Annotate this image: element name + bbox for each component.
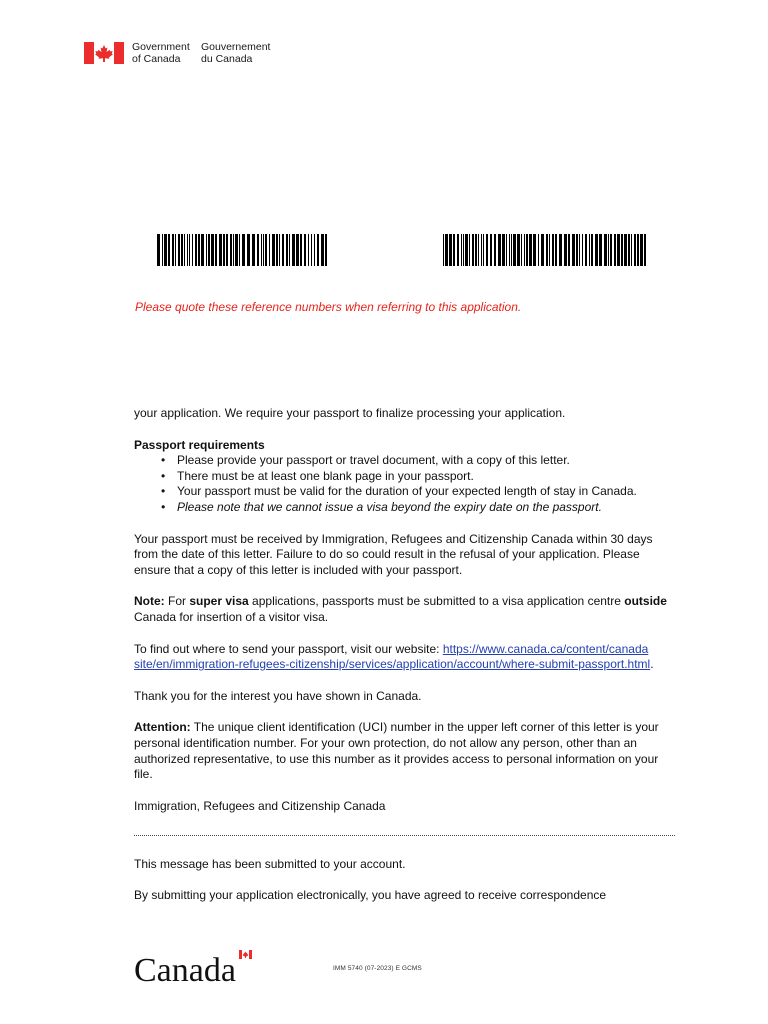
barcode-bar: [189, 234, 190, 266]
barcode-bar: [469, 234, 470, 266]
barcode-bar: [317, 234, 319, 266]
letter-body: [134, 406, 679, 814]
barcode-bar: [276, 234, 278, 266]
barcode-bar: [498, 234, 501, 266]
barcode-bar: [591, 234, 593, 266]
barcode-bar: [524, 234, 525, 266]
barcode-bar: [314, 234, 315, 266]
barcode-bar: [445, 234, 448, 266]
barcode-bar: [175, 234, 176, 266]
barcode-bar: [279, 234, 280, 266]
barcode-bar: [513, 234, 516, 266]
barcode-bar: [198, 234, 200, 266]
passport-requirements-heading: Passport requirements: [134, 437, 265, 452]
barcode-bar: [321, 234, 324, 266]
barcode-bar: [286, 234, 288, 266]
barcode-bar: [449, 234, 452, 266]
list-item: • Your passport must be valid for the duration of your expected length of stay in Canada.: [134, 484, 679, 500]
thanks-paragraph: Thank you for the interest you have shown in Canada.: [134, 688, 422, 703]
barcode-bar: [457, 234, 459, 266]
barcode-bar: [631, 234, 632, 266]
barcode-bar: [465, 234, 468, 266]
barcode-bar: [486, 234, 488, 266]
barcode-bar: [576, 234, 578, 266]
barcode-bar: [192, 234, 193, 266]
barcode-bar: [640, 234, 643, 266]
form-identifier: IMM 5740 (07-2023) E GCMS: [333, 965, 422, 972]
barcode-bar: [521, 234, 522, 266]
barcode-bar: [552, 234, 554, 266]
barcode-bar: [215, 234, 217, 266]
barcode-bar: [252, 234, 255, 266]
barcode-bar: [559, 234, 562, 266]
barcode-bar: [579, 234, 580, 266]
barcode-bar: [235, 234, 238, 266]
barcode-bar: [533, 234, 536, 266]
barcode-bar: [509, 234, 510, 266]
barcode-bar: [506, 234, 507, 266]
barcode-bar: [269, 234, 270, 266]
barcode-bar: [211, 234, 214, 266]
barcode-bar: [475, 234, 477, 266]
barcode-bar: [443, 234, 444, 266]
barcode-bar: [325, 234, 327, 266]
attention-paragraph: Attention: The unique client identification (UCI) number in the upper left corner of this letter is your personal identification number. For your own protection, do not allow any person, other than an authorized representative, to use this number as it provides access to personal information on your file.: [134, 720, 659, 782]
barcode-bar: [481, 234, 482, 266]
reference-note: Please quote these reference numbers when referring to this application.: [135, 300, 522, 314]
barcode-bar: [226, 234, 228, 266]
barcode-bar: [529, 234, 532, 266]
canada-flag-icon: [84, 42, 124, 64]
barcode-bar: [634, 234, 636, 266]
note-label: Note:: [134, 594, 165, 609]
barcode-bar: [568, 234, 570, 266]
barcode-bar: [610, 234, 612, 266]
barcode-bar: [555, 234, 557, 266]
barcode-bar: [289, 234, 290, 266]
wordmark-text: Canada: [134, 952, 236, 984]
barcode-bar: [463, 234, 464, 266]
barcode-bar: [304, 234, 306, 266]
electronic-correspondence-message: By submitting your application electronically, you have agreed to receive correspondence: [134, 888, 607, 902]
barcode-bar: [617, 234, 620, 266]
barcode-bar: [608, 234, 609, 266]
barcode-bar: [595, 234, 598, 266]
barcode-bar: [292, 234, 295, 266]
barcode-bar: [201, 234, 204, 266]
barcode-bar: [490, 234, 492, 266]
passport-requirements-list: [134, 453, 679, 515]
barcode-bar: [599, 234, 602, 266]
barcode-bar: [502, 234, 505, 266]
barcode-bar: [208, 234, 210, 266]
barcode-bar: [517, 234, 520, 266]
barcode-bar: [206, 234, 207, 266]
barcode-bar: [478, 234, 479, 266]
barcode-bar: [511, 234, 512, 266]
barcode-bar: [195, 234, 197, 266]
website-paragraph: To find out where to send your passport, visit our website: https://www.canada.ca/content/canada site/en/immigration-refugees-citizenship/services/application/account/where-submit-passport.html.: [134, 641, 654, 672]
barcode-bar: [461, 234, 462, 266]
barcode-bar: [181, 234, 183, 266]
government-of-canada-text: Government of Canada: [132, 41, 190, 65]
barcode-bar: [233, 234, 234, 266]
barcode-bar: [162, 234, 163, 266]
barcode-bar: [265, 234, 267, 266]
wordmark-flag-icon: [239, 950, 252, 959]
outside-text: outside: [624, 594, 667, 609]
barcode-bar: [247, 234, 250, 266]
gouvernement-du-canada-text: Gouvernement du Canada: [201, 41, 271, 65]
barcode-bar: [184, 234, 185, 266]
barcode-bar: [585, 234, 587, 266]
barcode-bar: [483, 234, 484, 266]
barcode-bar: [300, 234, 302, 266]
barcode-bar: [472, 234, 474, 266]
barcode-bar: [172, 234, 174, 266]
barcode-bar: [614, 234, 616, 266]
barcode-bar: [223, 234, 225, 266]
barcode-bar: [644, 234, 646, 266]
barcode-bar: [621, 234, 623, 266]
barcode-bar: [604, 234, 607, 266]
attention-label: Attention:: [134, 720, 191, 735]
barcode-bar: [628, 234, 630, 266]
list-item: • There must be at least one blank page in your passport.: [134, 469, 679, 485]
dotted-divider: [134, 835, 675, 836]
super-visa-text: super visa: [189, 594, 249, 609]
barcode-1: [157, 234, 328, 266]
barcode-bar: [164, 234, 167, 266]
barcode-bar: [157, 234, 160, 266]
barcode-bar: [178, 234, 180, 266]
list-item: • Please provide your passport or travel document, with a copy of this letter.: [134, 453, 679, 469]
barcode-bar: [272, 234, 275, 266]
barcode-bar: [624, 234, 627, 266]
barcode-bar: [582, 234, 583, 266]
canada-wordmark-logo: [134, 948, 252, 984]
barcode-bar: [526, 234, 528, 266]
barcode-bar: [494, 234, 496, 266]
barcode-2: [443, 234, 649, 266]
barcode-bar: [261, 234, 262, 266]
note-paragraph: Note: For super visa applications, passports must be submitted to a visa application centre outside Canada for insertion of a visitor visa.: [134, 594, 667, 624]
barcode-bar: [589, 234, 590, 266]
barcode-bar: [637, 234, 639, 266]
barcode-bar: [541, 234, 544, 266]
barcode-bar: [230, 234, 232, 266]
barcode-bar: [239, 234, 240, 266]
barcode-bar: [549, 234, 550, 266]
barcode-bar: [257, 234, 259, 266]
barcode-bar: [187, 234, 188, 266]
passport-submission-link[interactable]: https://www.canada.ca/content/canada site/en/immigration-refugees-citizenship/services/application/account/where-submit-passport.html: [134, 641, 651, 672]
signature-line: Immigration, Refugees and Citizenship Canada: [134, 798, 386, 813]
barcode-bar: [242, 234, 245, 266]
barcode-bar: [546, 234, 548, 266]
account-message: This message has been submitted to your account.: [134, 857, 406, 871]
deadline-paragraph: Your passport must be received by Immigration, Refugees and Citizenship Canada within 30 days from the date of this letter. Failure to do so could result in the refusal of your application. Please ensure that a copy of this letter is included with your passport.: [134, 531, 653, 577]
barcode-bar: [282, 234, 284, 266]
barcode-bar: [219, 234, 222, 266]
barcode-bar: [263, 234, 264, 266]
barcode-bar: [296, 234, 299, 266]
barcode-bar: [538, 234, 539, 266]
barcode-bar: [453, 234, 455, 266]
intro-paragraph: your application. We require your passport to finalize processing your application.: [134, 406, 566, 420]
barcode-bar: [168, 234, 170, 266]
list-item: • Please note that we cannot issue a visa beyond the expiry date on the passport.: [134, 500, 679, 516]
barcode-bar: [564, 234, 567, 266]
barcode-bar: [311, 234, 312, 266]
barcode-bar: [572, 234, 575, 266]
barcode-bar: [308, 234, 309, 266]
